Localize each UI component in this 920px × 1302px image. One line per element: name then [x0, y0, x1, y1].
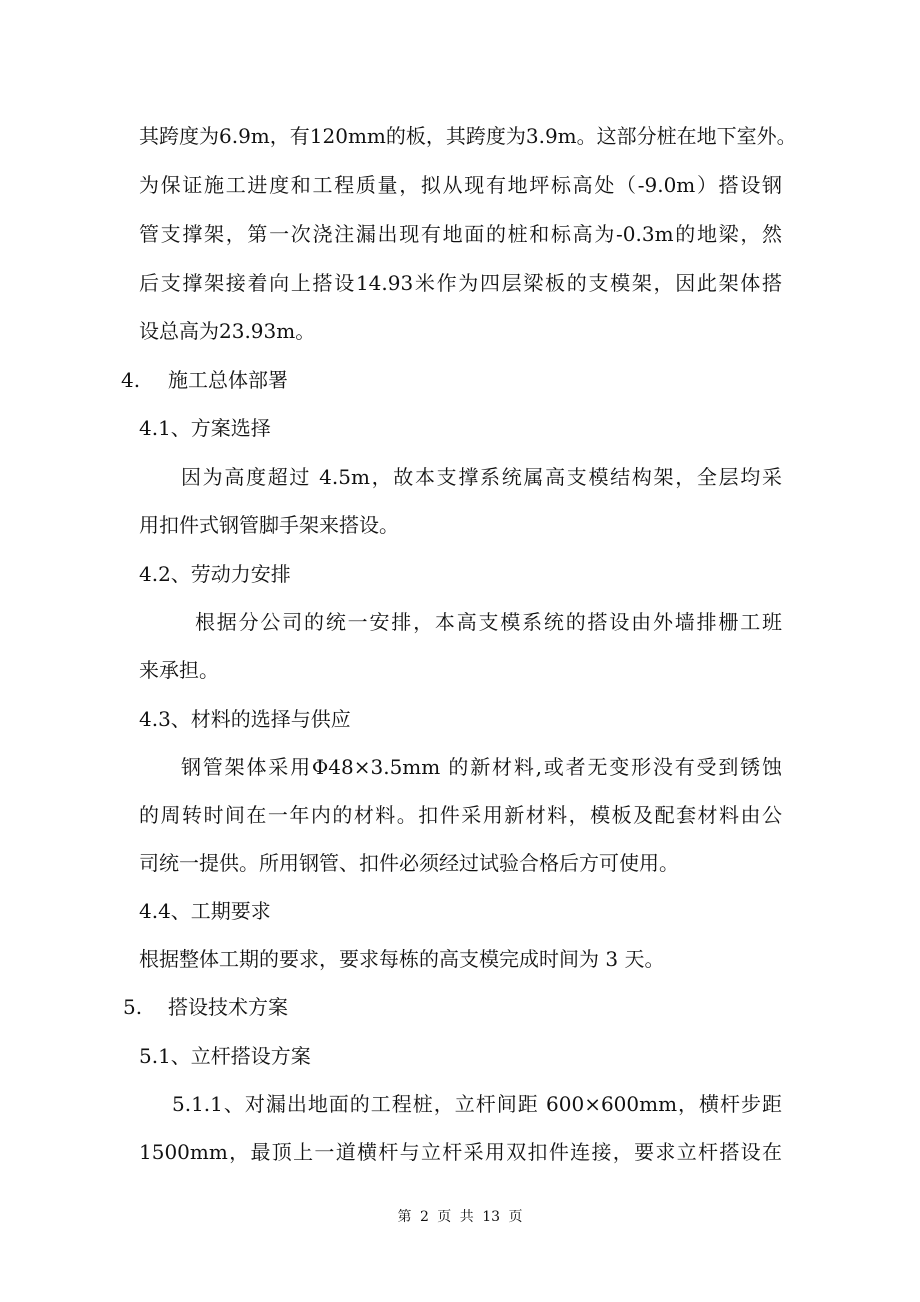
body-line: 5.1.1、对漏出地面的工程桩，立杆间距 600×600mm，横杆步距	[172, 1092, 782, 1116]
body-line: 1500mm，最顶上一道横杆与立杆采用双扣件连接，要求立杆搭设在	[139, 1140, 782, 1164]
body-line: 根据整体工期的要求，要求每栋的高支模完成时间为 3 天。	[139, 947, 665, 971]
body-line: 其跨度为6.9m，有120mm的板，其跨度为3.9m。这部分桩在地下室外。	[139, 124, 797, 148]
subsection-heading: 4.1、方案选择	[139, 416, 271, 440]
subsection-heading: 5.1、立杆搭设方案	[139, 1044, 311, 1068]
page-footer: 第 2 页 共 13 页	[397, 1209, 523, 1225]
body-line: 管支撑架，第一次浇注漏出现有地面的桩和标高为-0.3m的地梁，然	[139, 222, 782, 246]
subsection-heading: 4.4、工期要求	[139, 899, 271, 923]
body-line: 来承担。	[139, 658, 219, 682]
body-line: 的周转时间在一年内的材料。扣件采用新材料，模板及配套材料由公	[139, 803, 782, 827]
body-line: 钢管架体采用Φ48×3.5mm 的新材料,或者无变形没有受到锈蚀	[181, 755, 782, 779]
section-number: 5.	[123, 995, 143, 1019]
body-line: 因为高度超过 4.5m，故本支撑系统属高支模结构架，全层均采	[181, 465, 782, 489]
body-line: 设总高为23.93m。	[139, 319, 316, 343]
body-line: 用扣件式钢管脚手架来搭设。	[139, 513, 399, 537]
body-line: 司统一提供。所用钢管、扣件必须经过试验合格后方可使用。	[139, 851, 679, 875]
body-line: 根据分公司的统一安排，本高支模系统的搭设由外墙排栅工班	[195, 610, 782, 634]
section-title: 搭设技术方案	[168, 995, 288, 1019]
subsection-heading: 4.3、材料的选择与供应	[139, 707, 351, 731]
section-title: 施工总体部署	[168, 368, 288, 392]
subsection-heading: 4.2、劳动力安排	[139, 562, 291, 586]
body-line: 为保证施工进度和工程质量，拟从现有地坪标高处（-9.0m）搭设钢	[139, 173, 782, 197]
body-line: 后支撑架接着向上搭设14.93米作为四层梁板的支模架，因此架体搭	[139, 271, 782, 295]
section-number: 4.	[121, 368, 141, 392]
